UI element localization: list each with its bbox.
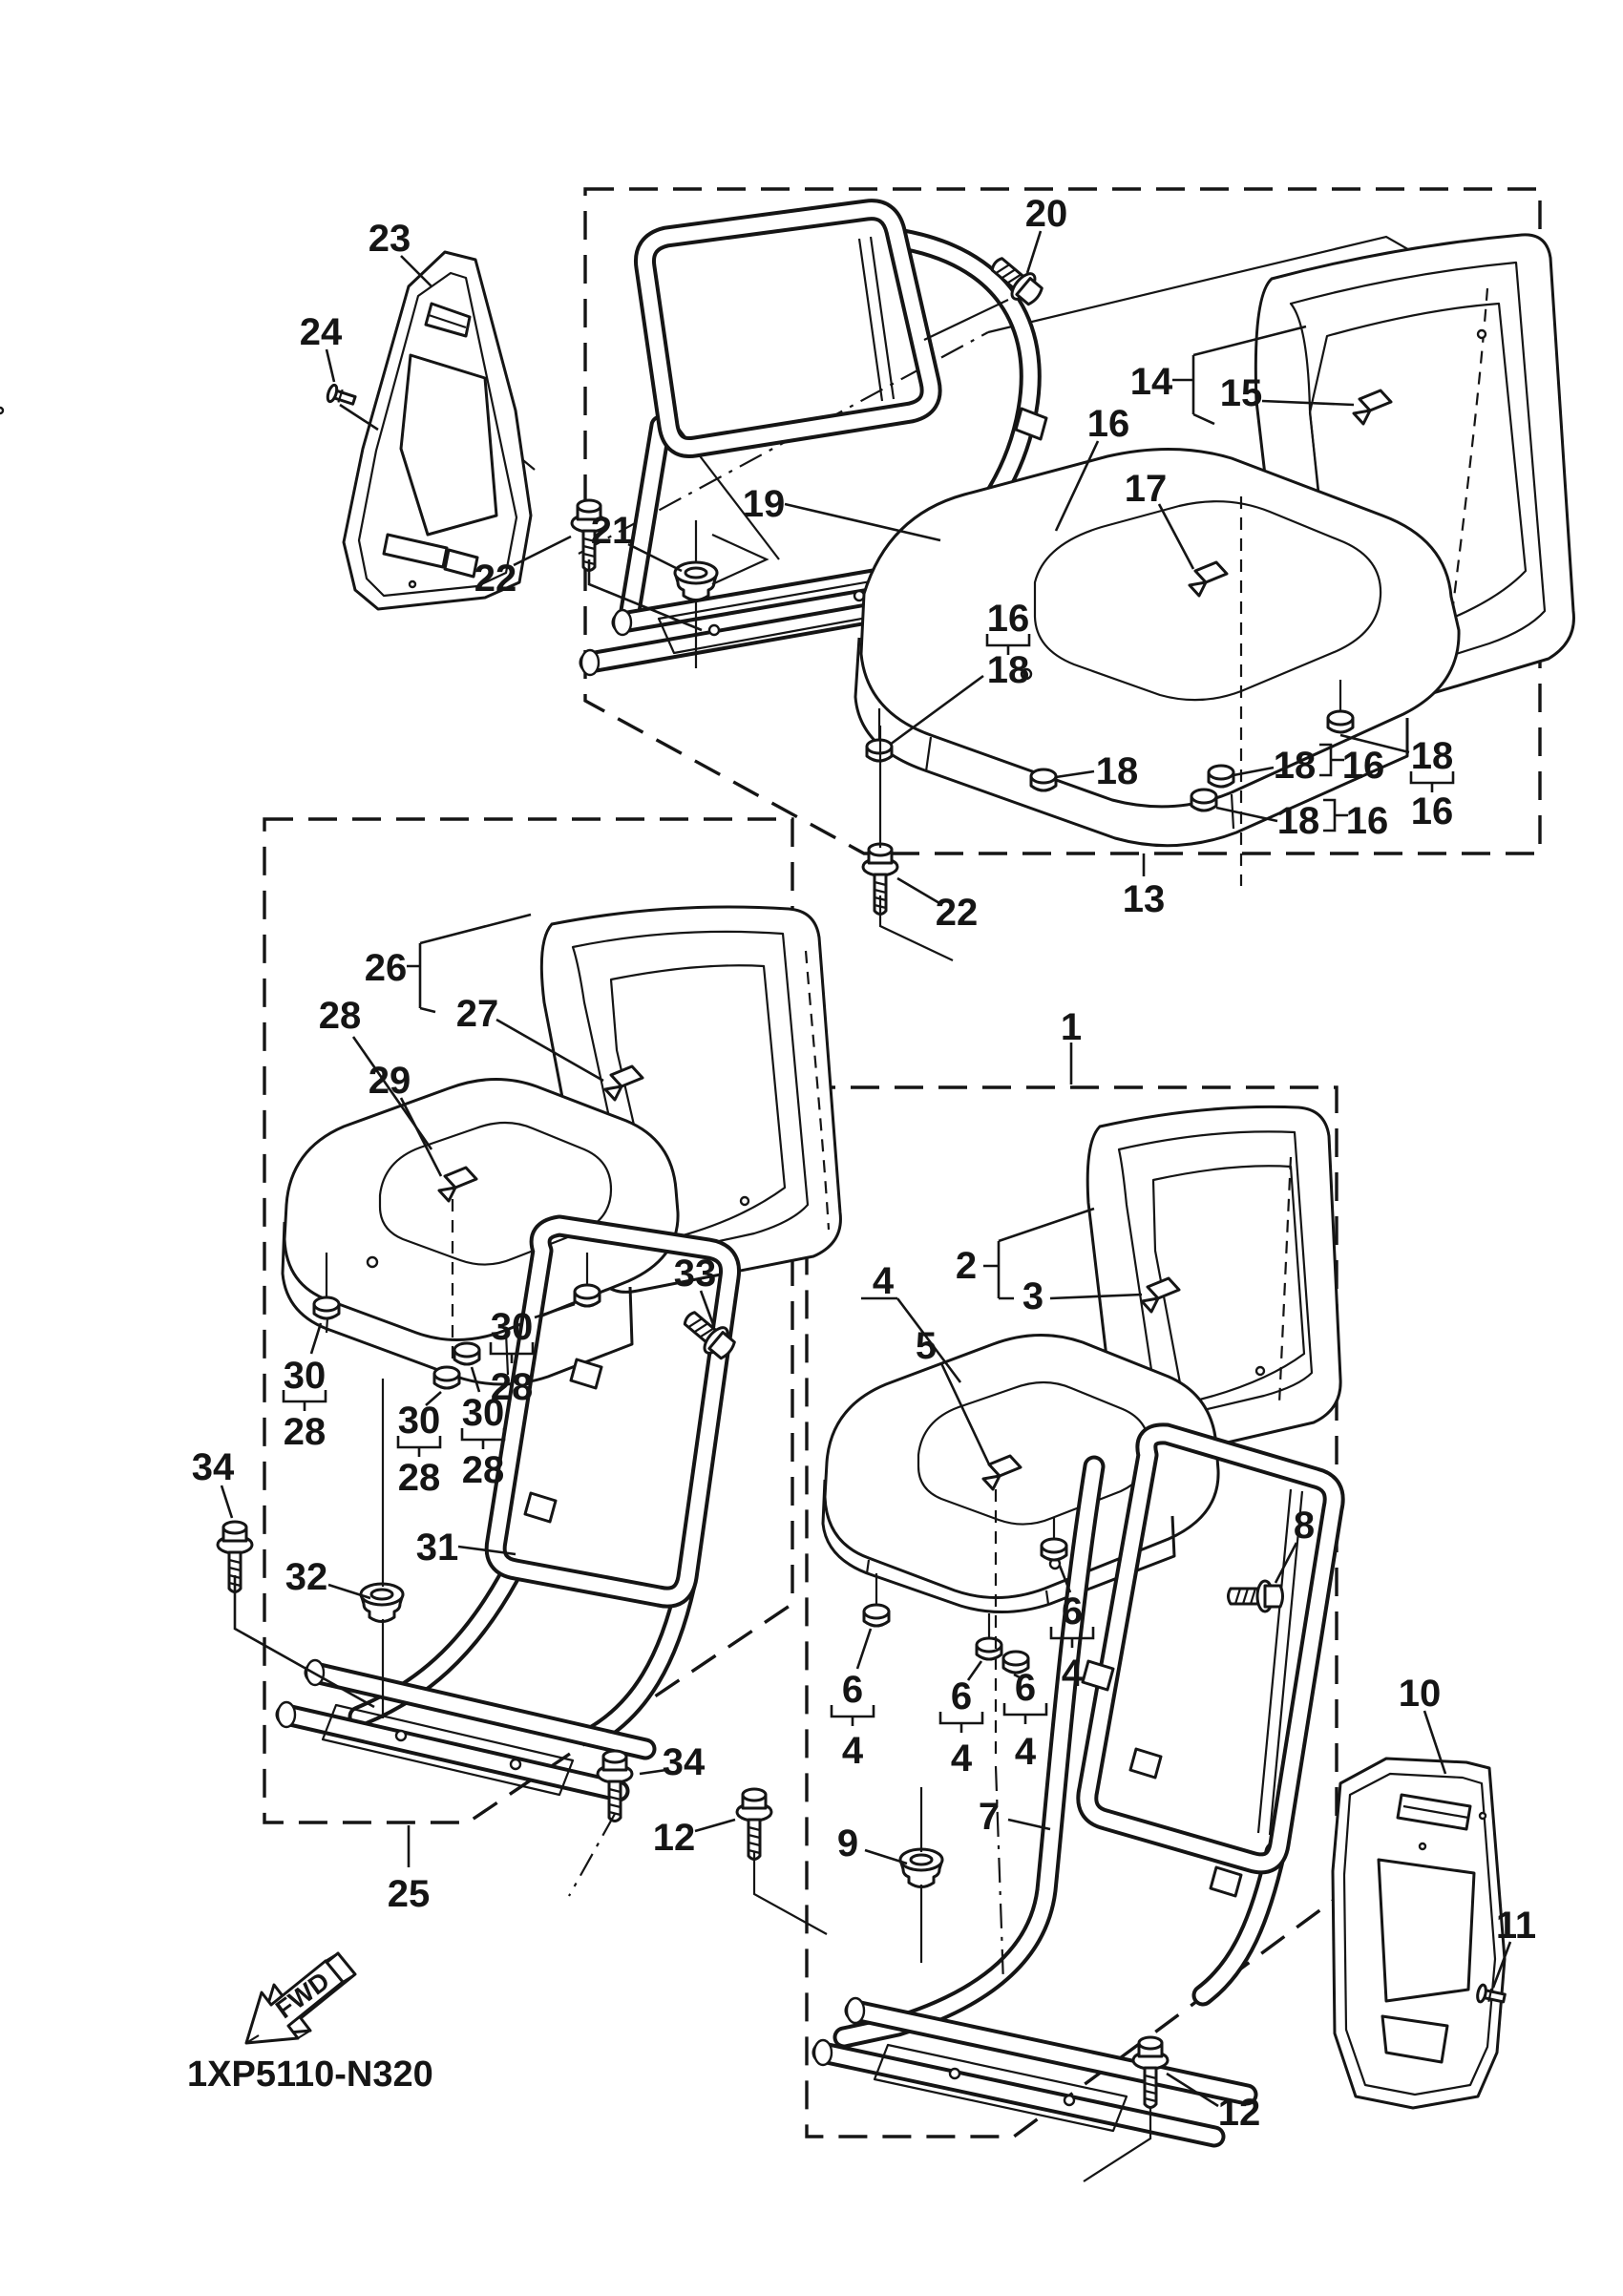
grommet-18 xyxy=(1328,711,1353,732)
grommet-30 xyxy=(314,1297,339,1318)
callout-4: 4 xyxy=(841,1730,864,1772)
callout-16: 16 xyxy=(1410,790,1454,832)
grommet-30 xyxy=(575,1285,600,1306)
callout-12: 12 xyxy=(1217,2092,1261,2134)
grommet-6 xyxy=(977,1638,1001,1659)
callout-27: 27 xyxy=(455,993,499,1035)
callout-4: 4 xyxy=(1014,1731,1037,1773)
callout-34: 34 xyxy=(191,1446,235,1488)
grommet-30 xyxy=(434,1367,459,1388)
callout-26: 26 xyxy=(364,947,408,989)
callout-24: 24 xyxy=(299,311,343,353)
callout-16: 16 xyxy=(1345,800,1389,842)
callout-16: 16 xyxy=(986,598,1030,640)
callout-15: 15 xyxy=(1219,372,1263,414)
callout-16: 16 xyxy=(1086,403,1130,445)
callout-6: 6 xyxy=(950,1675,973,1717)
callout-22: 22 xyxy=(474,558,517,600)
callout-25: 25 xyxy=(387,1873,431,1915)
callout-28: 28 xyxy=(461,1449,505,1491)
callout-9: 9 xyxy=(836,1822,859,1864)
callout-30: 30 xyxy=(283,1355,327,1397)
callout-14: 14 xyxy=(1129,361,1173,403)
grommet-6 xyxy=(864,1605,889,1626)
part-code: 1XP5110-N320 xyxy=(187,2054,433,2095)
callout-30: 30 xyxy=(461,1392,505,1434)
callout-4: 4 xyxy=(950,1738,973,1780)
grommet-6 xyxy=(1042,1539,1066,1560)
callout-13: 13 xyxy=(1122,878,1166,920)
callout-23: 23 xyxy=(368,218,411,260)
callout-18: 18 xyxy=(1273,745,1317,787)
callout-11: 11 xyxy=(1495,1905,1537,1947)
grommet-18 xyxy=(1209,766,1233,787)
callout-30: 30 xyxy=(490,1306,534,1348)
callout-28: 28 xyxy=(490,1366,534,1408)
callout-8: 8 xyxy=(1293,1505,1316,1547)
grommet-18 xyxy=(1191,790,1216,811)
callout-30: 30 xyxy=(397,1400,441,1442)
callout-6: 6 xyxy=(841,1669,864,1711)
callout-18: 18 xyxy=(1410,735,1454,777)
callout-31: 31 xyxy=(415,1527,459,1569)
grommet-30 xyxy=(454,1343,479,1364)
callout-22: 22 xyxy=(935,892,979,934)
callout-2: 2 xyxy=(955,1245,978,1287)
callout-18: 18 xyxy=(986,649,1030,691)
callout-6: 6 xyxy=(1014,1667,1037,1709)
callout-28: 28 xyxy=(283,1411,327,1453)
callout-6: 6 xyxy=(1061,1590,1084,1632)
callout-7: 7 xyxy=(978,1796,1001,1838)
callout-10: 10 xyxy=(1398,1673,1442,1715)
callout-17: 17 xyxy=(1124,468,1168,510)
callout-19: 19 xyxy=(742,483,786,525)
grommet-18 xyxy=(1031,769,1056,790)
callout-18: 18 xyxy=(1276,800,1320,842)
callout-20: 20 xyxy=(1024,193,1068,235)
callout-28: 28 xyxy=(318,995,362,1037)
callout-34: 34 xyxy=(662,1741,706,1783)
callout-33: 33 xyxy=(673,1253,717,1295)
fwd-label: FWD xyxy=(270,1966,335,2025)
callout-18: 18 xyxy=(1095,750,1139,792)
callout-32: 32 xyxy=(285,1556,328,1598)
callout-3: 3 xyxy=(1022,1275,1044,1317)
callout-28: 28 xyxy=(397,1457,441,1499)
callout-16: 16 xyxy=(1341,745,1385,787)
callout-4: 4 xyxy=(1061,1653,1084,1695)
callout-4: 4 xyxy=(872,1260,895,1302)
side-panel-10 xyxy=(1333,1759,1505,2108)
callout-5: 5 xyxy=(915,1325,938,1367)
callout-29: 29 xyxy=(368,1060,411,1102)
callout-1: 1 xyxy=(1060,1006,1083,1048)
callout-21: 21 xyxy=(590,510,634,552)
callout-12: 12 xyxy=(652,1817,696,1859)
